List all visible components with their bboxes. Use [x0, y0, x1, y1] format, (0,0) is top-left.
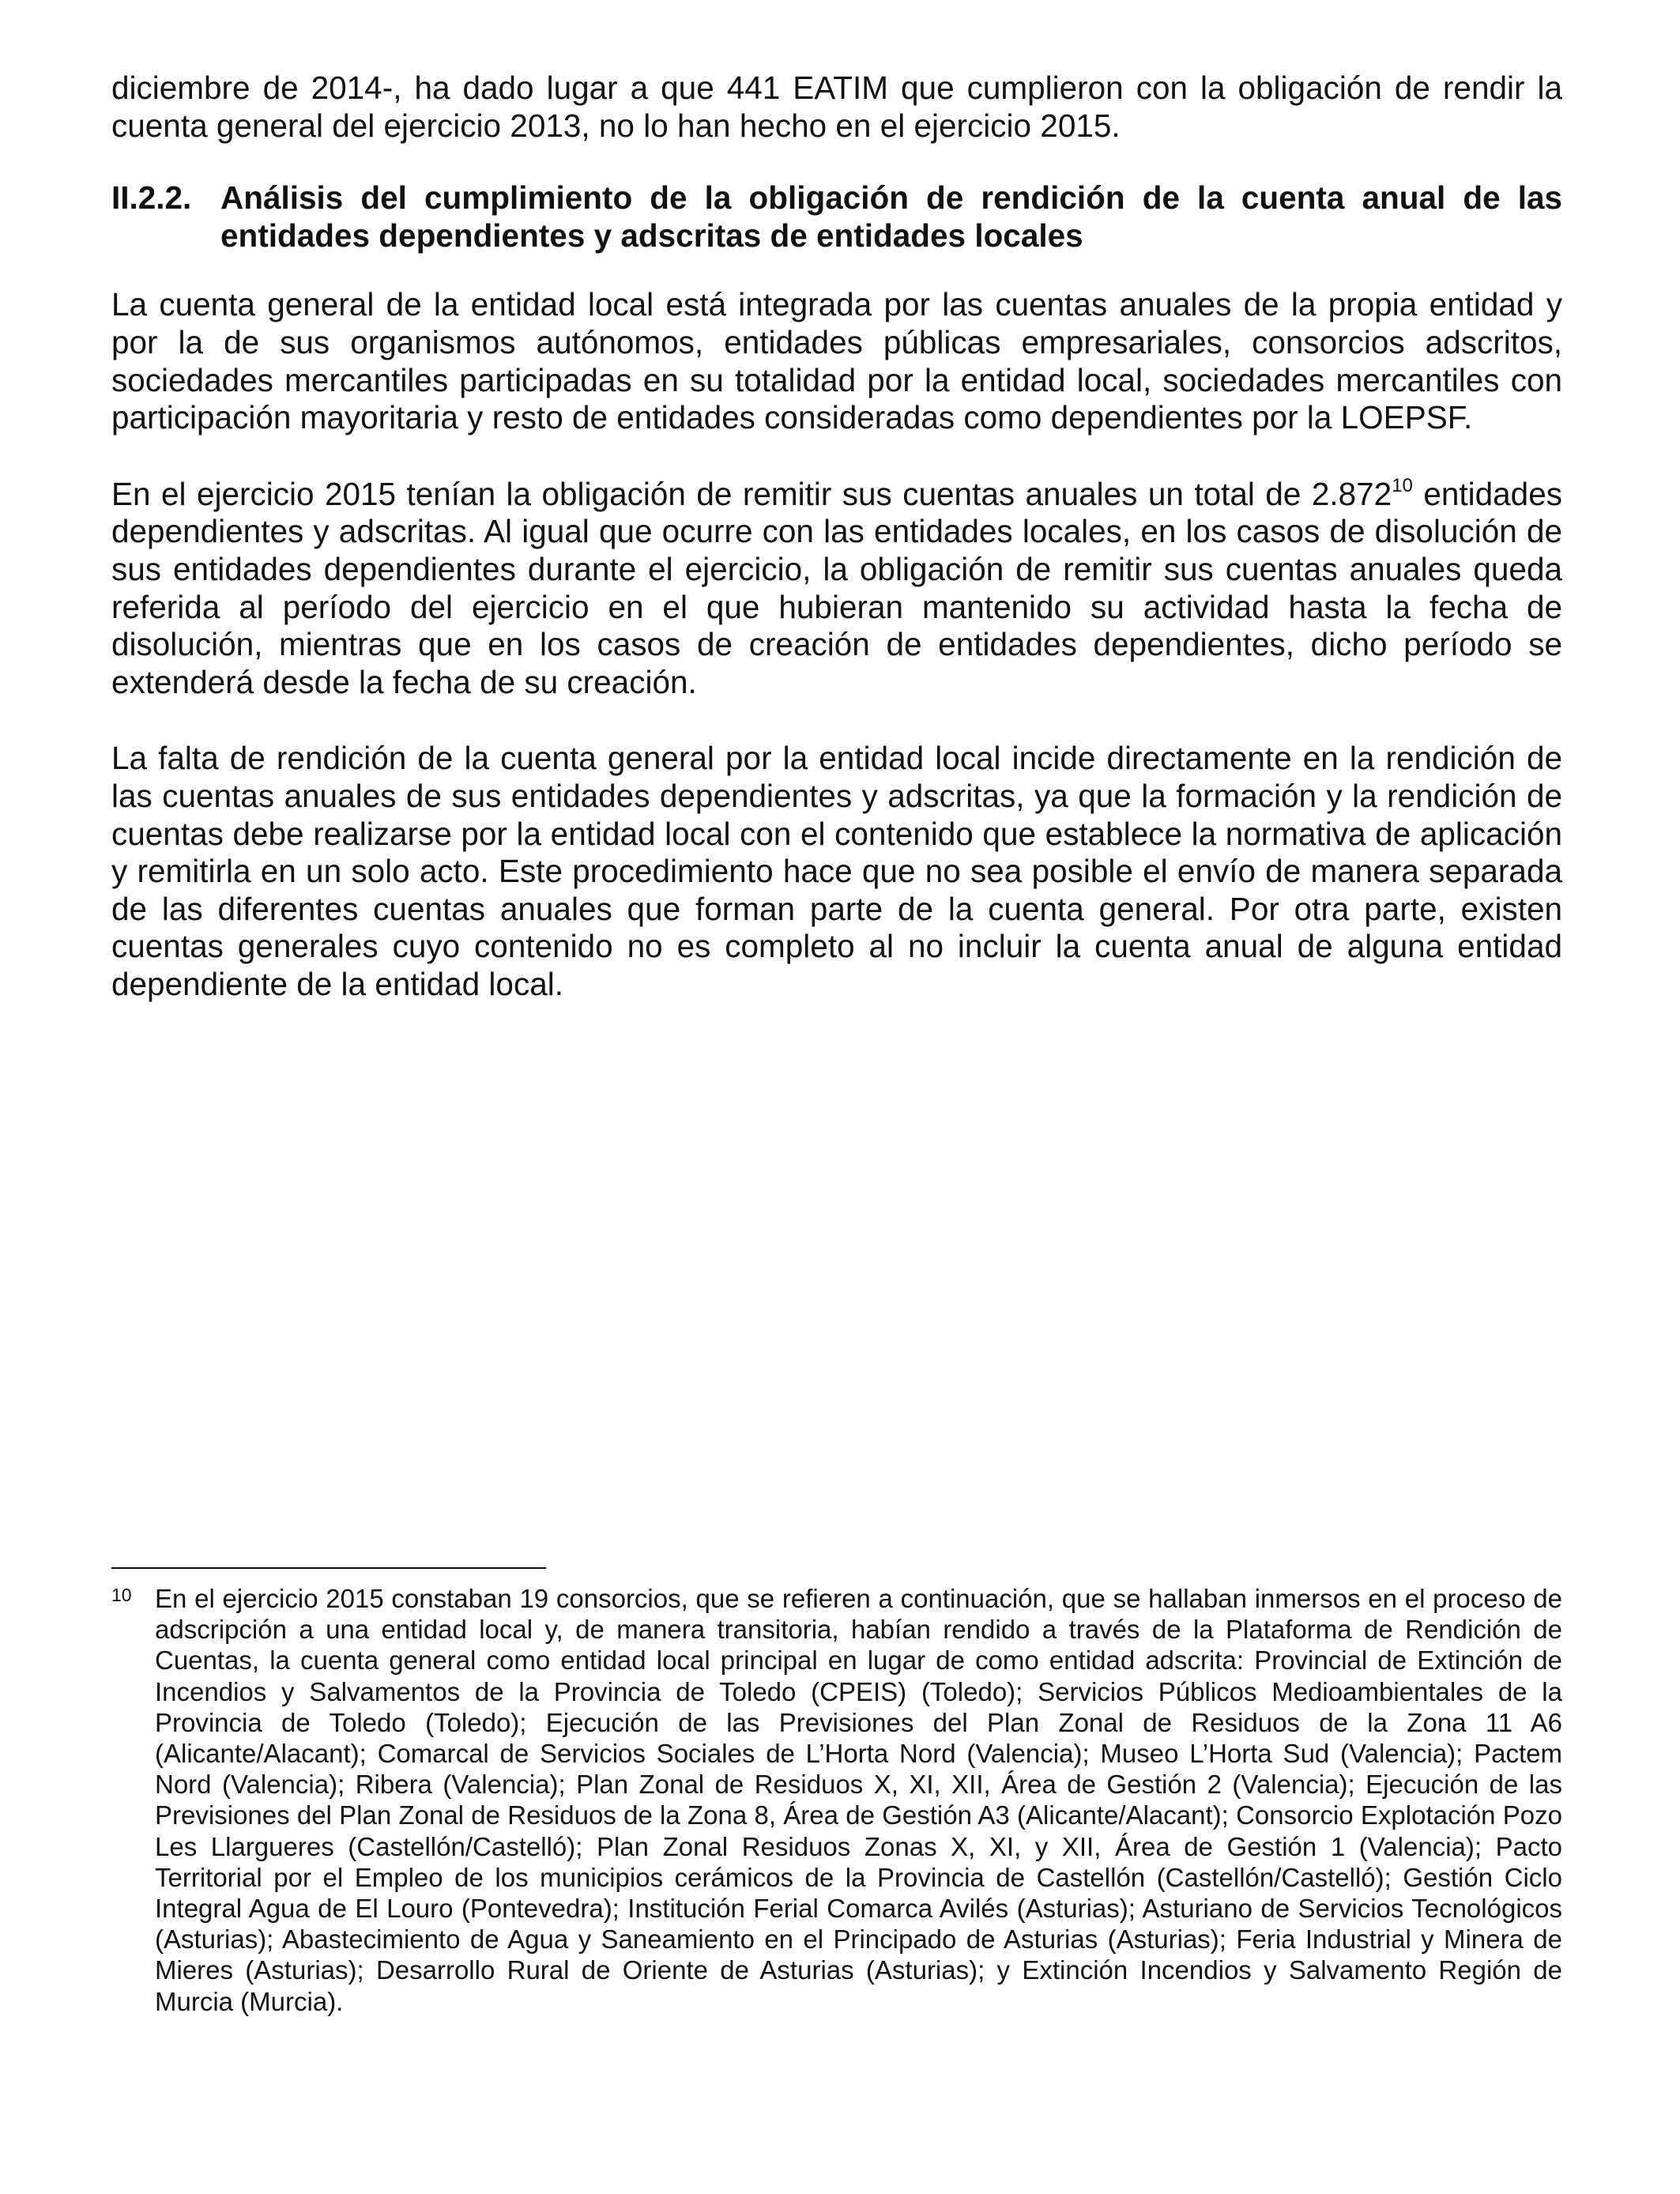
footnote-number: 10 — [111, 1585, 132, 1605]
footnote-reference[interactable]: 10 — [1392, 475, 1413, 497]
footnote-text: En el ejercicio 2015 constaban 19 consorcios, que se refieren a continuación, que se hallaban inmersos en el proceso de adscripción a una entidad local y, de manera transitoria, habían rendido a través de la Plataforma de Rendición de Cuentas, la cuenta general como entidad local principal en lugar de como entidad adscrita: Provincial de Extinción de Incendios y Salvamentos de la Provincia de Toledo (CPEIS) (Toledo); Servicios Públicos Medioambientales de la Provincia de Toledo (Toledo); Ejecución de las Previsiones del Plan Zonal de Residuos de la Zona 11 A6 (Alicante/Alacant); Comarcal de Servicios Sociales de L’Horta Nord (Valencia); Museo L’Horta Sud (Valencia); Pactem Nord (Valencia); Ribera (Valencia); Plan Zonal de Residuos X, XI, XII, Área de Gestión 2 (Valencia); Ejecución de las Previsiones del Plan Zonal de Residuos de la Zona 8, Área de Gestión A3 (Alicante/Alacant); Consorcio Explotación Pozo Les Llargueres (Castellón/Castelló); Plan Zonal Residuos Zonas X, XI, y XII, Área de Gestión 1 (Valencia); Pacto Territorial por el Empleo de los municipios cerámicos de la Provincia de Castellón (Castellón/Castelló); Gestión Ciclo Integral Agua de El Louro (Pontevedra); Institución Ferial Comarca Avilés (Asturias); Asturiano de Servicios Tecnológicos (Asturias); Abastecimiento de Agua y Saneamiento en el Principado de Asturias (Asturias); Feria Industrial y Minera de Mieres (Asturias); Desarrollo Rural de Oriente de Asturias (Asturias); y Extinción Incendios y Salvamento Región de Murcia (Murcia). — [155, 1584, 1562, 2016]
paragraph-2-text-after: entidades dependientes y adscritas. Al igual que ocurre con las entidades locales, en los casos de disolución de sus entidades dependientes durante el ejercicio, la obligación de remitir sus cuentas anuales queda referida al período del ejercicio en el que hubieran mantenido su actividad hasta la fecha de disolución, mientras que en los casos de creación de entidades dependientes, dicho período se extenderá desde la fecha de su creación. — [111, 475, 1562, 700]
footnote-area — [111, 1567, 1562, 2017]
document-body — [111, 70, 1562, 1003]
paragraph-1: La cuenta general de la entidad local está integrada por las cuentas anuales de la propia entidad y por la de sus organismos autónomos, entidades públicas empresariales, consorcios adscritos, sociedades mercantiles participadas en su totalidad por la entidad local, sociedades mercantiles con participación mayoritaria y resto de entidades consideradas como dependientes por la LOEPSF. — [111, 286, 1562, 436]
paragraph-2 — [111, 476, 1562, 702]
intro-paragraph: diciembre de 2014-, ha dado lugar a que 441 EATIM que cumplieron con la obligación de rendir la cuenta general del ejercicio 2013, no lo han hecho en el ejercicio 2015. — [111, 70, 1562, 144]
section-heading — [111, 179, 1562, 254]
section-number: II.2.2. — [111, 179, 192, 217]
section-title: Análisis del cumplimiento de la obligación de rendición de la cuenta anual de las entidades dependientes y adscritas de entidades locales — [220, 179, 1562, 254]
paragraph-3: La falta de rendición de la cuenta general por la entidad local incide directamente en la rendición de las cuentas anuales de sus entidades dependientes y adscritas, ya que la formación y la rendición de cuentas debe realizarse por la entidad local con el contenido que establece la normativa de aplicación y remitirla en un solo acto. Este procedimiento hace que no sea posible el envío de manera separada de las diferentes cuentas anuales que forman parte de la cuenta general. Por otra parte, existen cuentas generales cuyo contenido no es completo al no incluir la cuenta anual de alguna entidad dependiente de la entidad local. — [111, 740, 1562, 1002]
footnote-separator — [111, 1567, 546, 1569]
footnote — [111, 1583, 1562, 2017]
paragraph-2-text-before: En el ejercicio 2015 tenían la obligación de remitir sus cuentas anuales un total de 2.872 — [111, 475, 1392, 512]
